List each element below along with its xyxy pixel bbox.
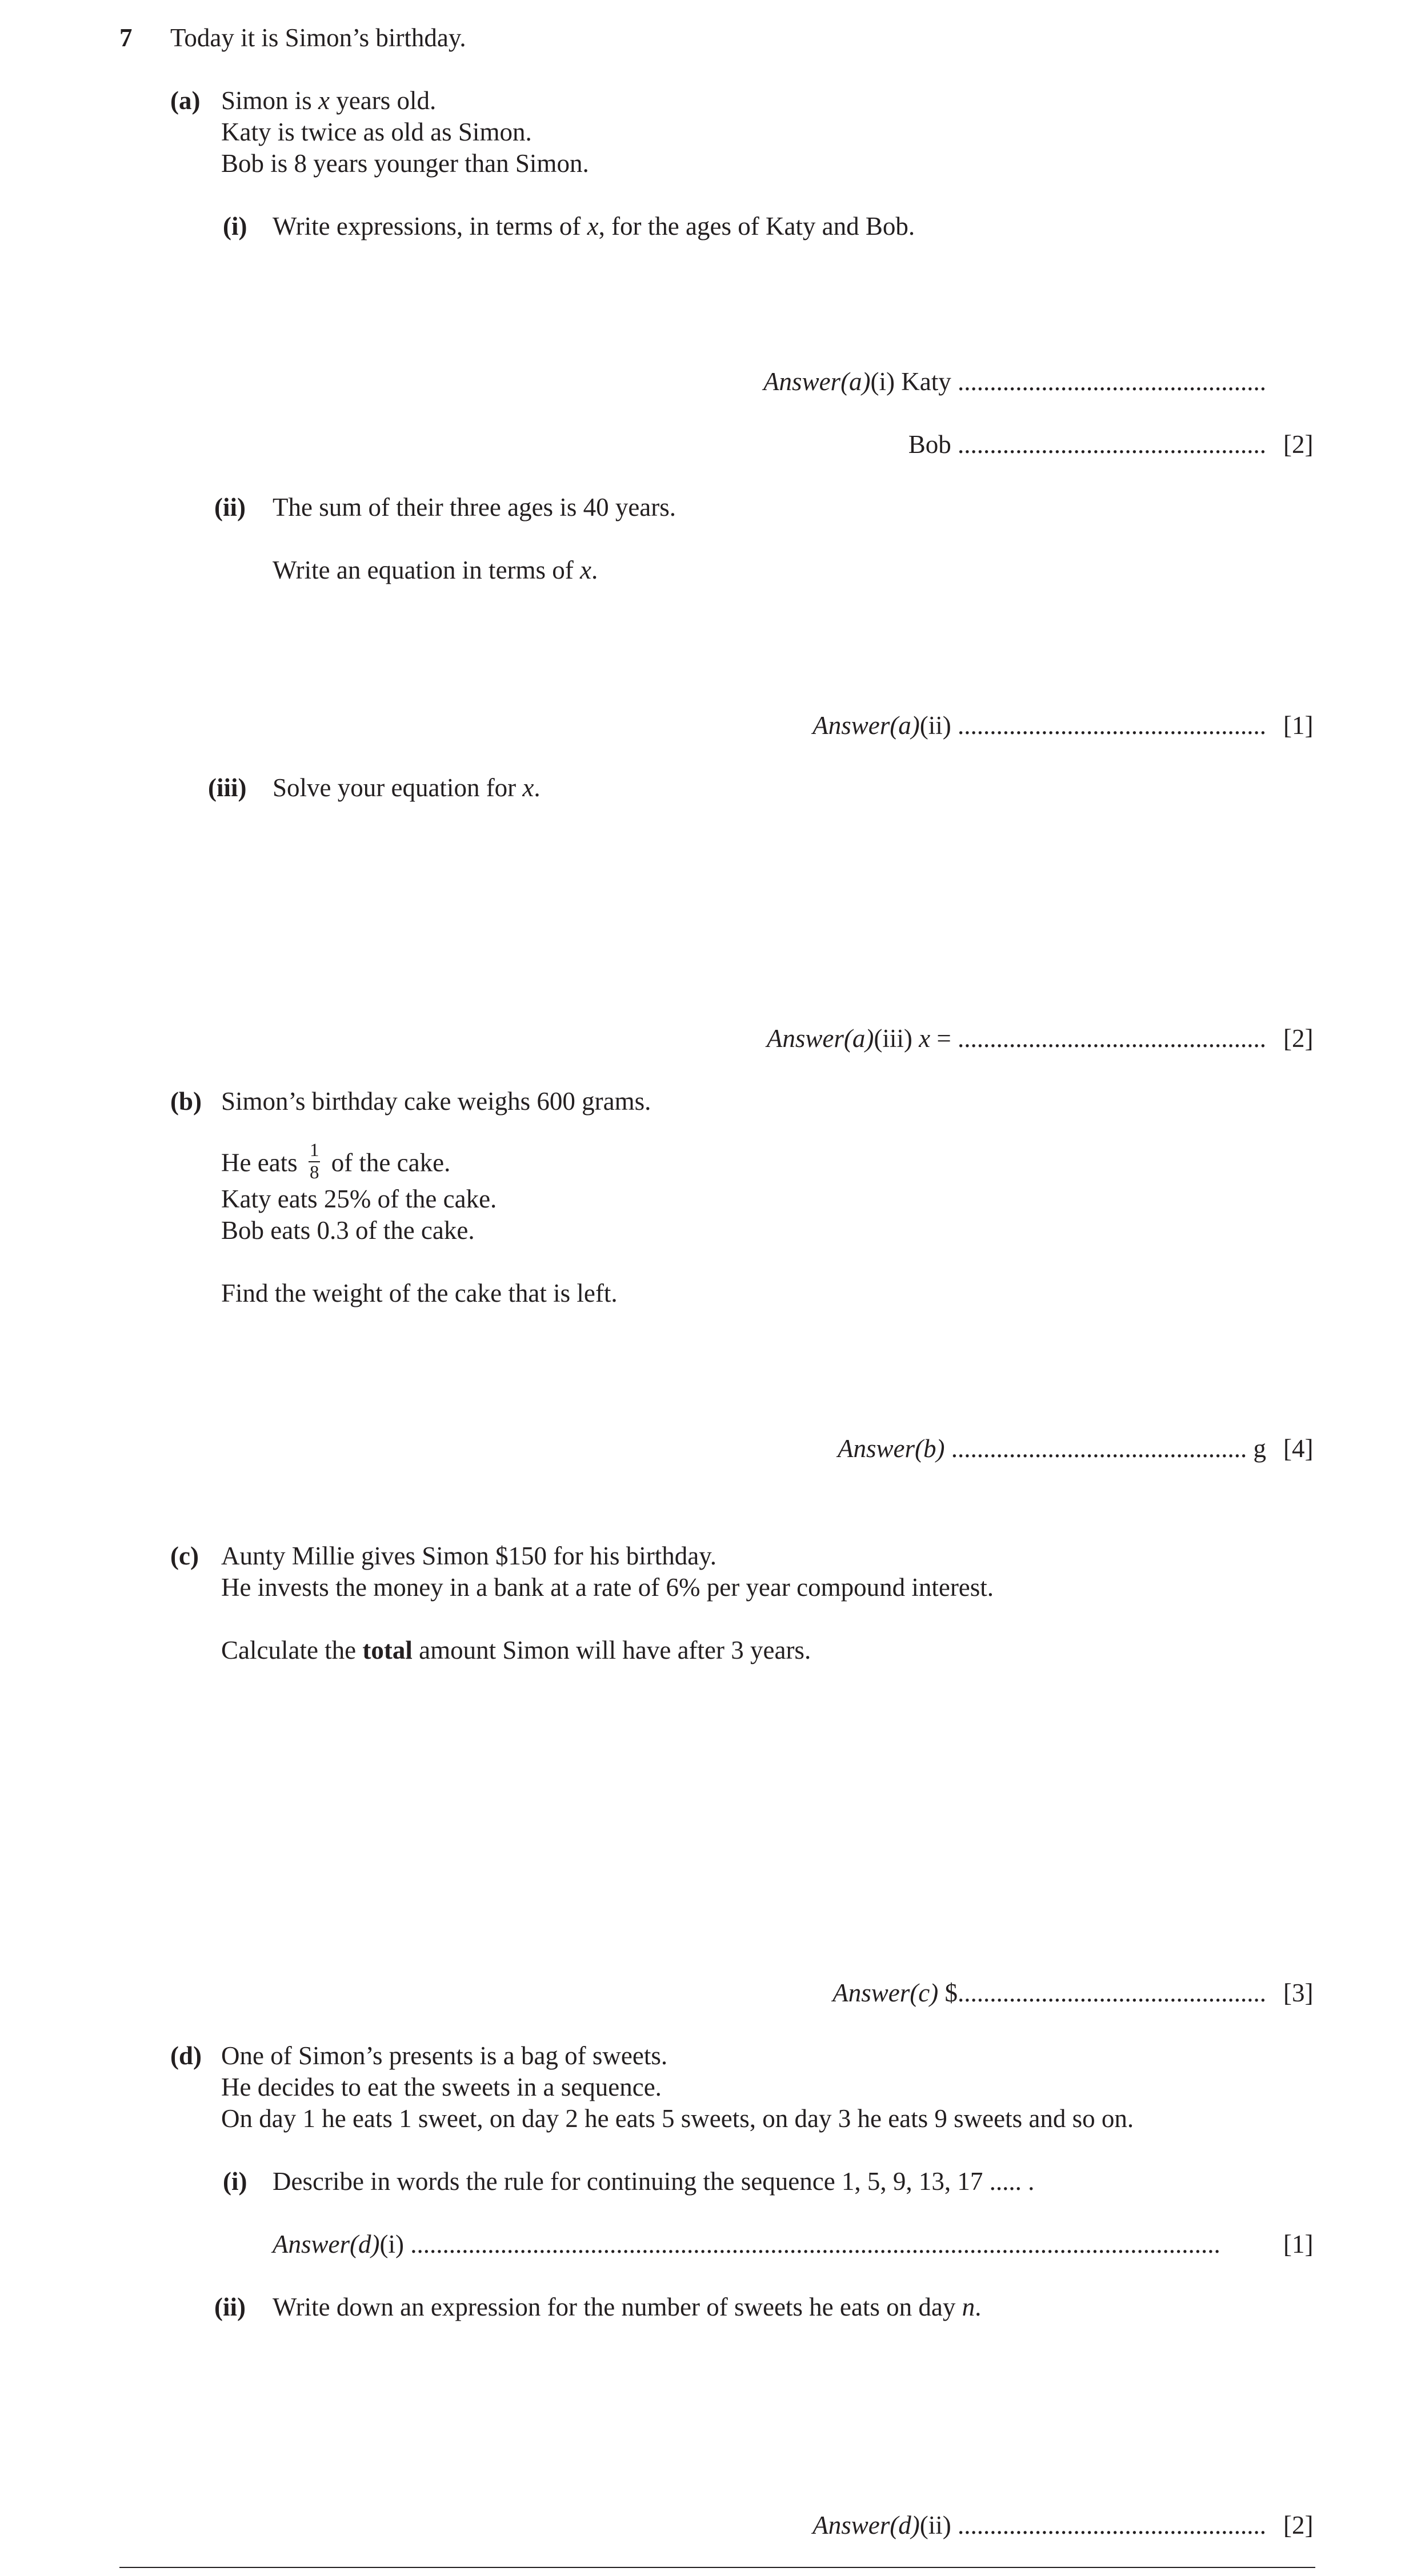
question-intro: Today it is Simon’s birthday. (170, 23, 466, 52)
part-a-line-3: Bob is 8 years younger than Simon. (221, 149, 589, 178)
part-a-ii-question: The sum of their three ages is 40 years. (273, 493, 677, 521)
answer-a-i-bob[interactable]: Bob ................................................ (908, 430, 1266, 459)
part-a-i-question: Write expressions, in terms of x, for the ages of Katy and Bob. (273, 212, 915, 240)
part-a-ii-label: (ii) (214, 493, 246, 521)
marks-d-ii: [2] (1283, 2511, 1314, 2539)
part-a-ii-instruction: Write an equation in terms of x. (273, 556, 598, 584)
marks-a-iii: [2] (1283, 1024, 1314, 1053)
part-b-line-2: He eats $\frac{1}{8}$ of the cake. (221, 1140, 451, 1183)
marks-d-i: [1] (1283, 2230, 1314, 2258)
answer-d-ii[interactable]: Answer(d)(ii) ................................................ (812, 2511, 1266, 2539)
answer-a-ii[interactable]: Answer(a)(ii) ................................................ (812, 711, 1266, 740)
marks-b: [4] (1283, 1434, 1314, 1463)
part-d-i-question: Describe in words the rule for continuing the sequence 1, 5, 9, 13, 17 ..... . (273, 2167, 1035, 2196)
part-b-line-3: Katy eats 25% of the cake. (221, 1185, 497, 1213)
page-bottom-rule (119, 2567, 1315, 2568)
answer-b[interactable]: Answer(b) .............................................. g (838, 1434, 1266, 1463)
part-d-label: (d) (170, 2041, 202, 2070)
part-d-i-label: (i) (223, 2167, 247, 2196)
part-c-label: (c) (170, 1542, 199, 1570)
part-a-i-label: (i) (223, 212, 247, 240)
part-a-label: (a) (170, 86, 201, 115)
part-c-line-1: Aunty Millie gives Simon $150 for his birthday. (221, 1542, 717, 1570)
answer-a-iii[interactable]: Answer(a)(iii) x = ................................................ (766, 1024, 1266, 1053)
part-a-iii-label: (iii) (208, 773, 247, 802)
part-d-line-2: He decides to eat the sweets in a sequence. (221, 2073, 662, 2101)
part-a-line-2: Katy is twice as old as Simon. (221, 118, 532, 146)
marks-a-ii: [1] (1283, 711, 1314, 740)
marks-c: [3] (1283, 1979, 1314, 2007)
part-b-label: (b) (170, 1087, 202, 1116)
part-d-ii-question: Write down an expression for the number of sweets he eats on day n. (273, 2293, 982, 2321)
question-number: 7 (119, 23, 133, 52)
part-d-line-3: On day 1 he eats 1 sweet, on day 2 he eats 5 sweets, on day 3 he eats 9 sweets and so on. (221, 2104, 1134, 2133)
answer-d-i[interactable]: Answer(d)(i) .............................................................................................................................. (273, 2230, 1220, 2258)
part-c-line-2: He invests the money in a bank at a rate of 6% per year compound interest. (221, 1573, 994, 1602)
part-b-line-1: Simon’s birthday cake weighs 600 grams. (221, 1087, 651, 1116)
part-a-line-1: Simon is x years old. (221, 86, 437, 115)
part-a-iii-question: Solve your equation for x. (273, 773, 541, 802)
part-d-ii-label: (ii) (214, 2293, 246, 2321)
part-b-instruction: Find the weight of the cake that is left. (221, 1279, 618, 1307)
answer-a-i-katy[interactable]: Answer(a)(i) Katy ................................................ (763, 367, 1266, 396)
part-b-line-4: Bob eats 0.3 of the cake. (221, 1216, 475, 1245)
marks-a-i: [2] (1283, 430, 1314, 459)
answer-c[interactable]: Answer(c) $................................................ (832, 1979, 1266, 2007)
fraction-one-eighth: $\frac{1}{8}$ (309, 1140, 319, 1183)
part-c-instruction: Calculate the total amount Simon will have after 3 years. (221, 1636, 811, 1664)
part-d-line-1: One of Simon’s presents is a bag of sweets. (221, 2041, 668, 2070)
